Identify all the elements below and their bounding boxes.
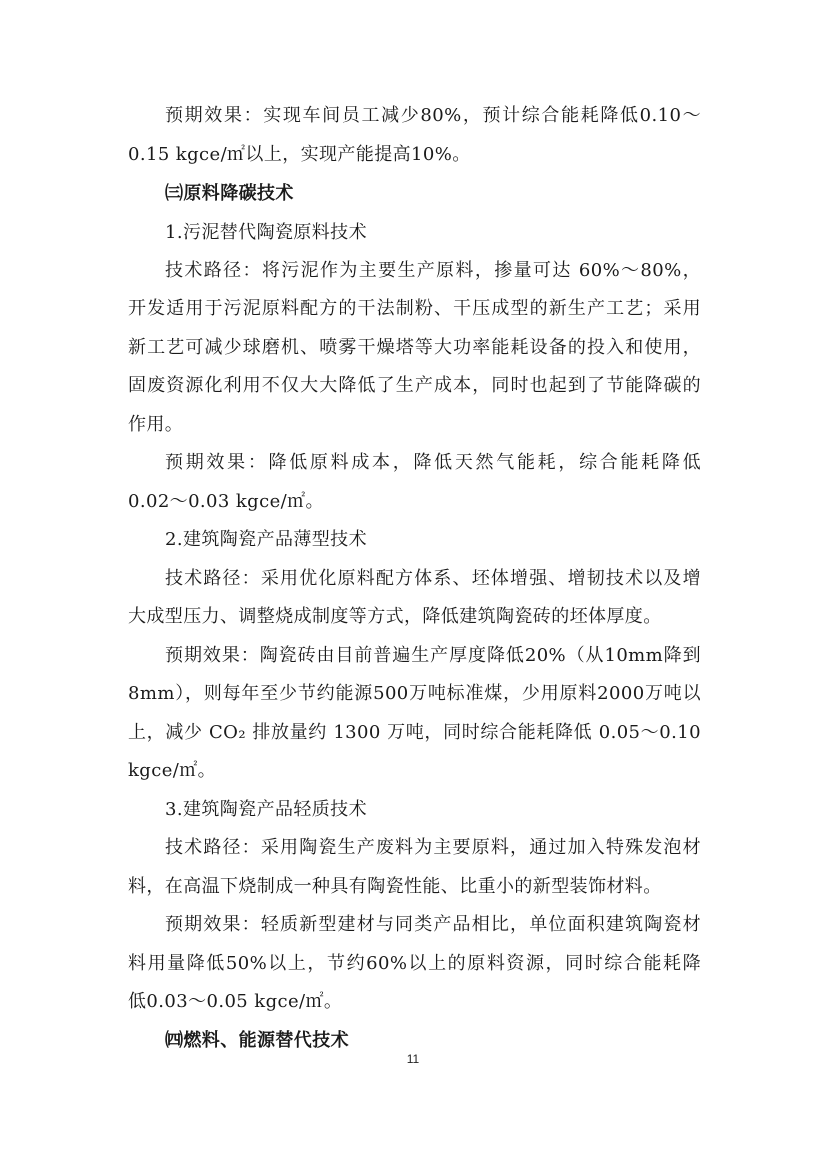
paragraph-line: 低0.03～0.05 kgce/㎡。 [128, 991, 343, 1012]
paragraph-line: 预期效果：实现车间员工减少80%，预计综合能耗降低0.10～ [165, 105, 701, 126]
paragraph-line: 大成型压力、调整烧成制度等方式，降低建筑陶瓷砖的坯体厚度。 [128, 606, 662, 627]
subsection-title-thin-tile: 2.建筑陶瓷产品薄型技术 [165, 529, 367, 550]
paragraph-line: 0.02～0.03 kgce/㎡。 [128, 491, 324, 512]
paragraph-line: 0.15 kgce/㎡以上，实现产能提高10%。 [128, 144, 471, 165]
paragraph-line: 料用量降低50%以上，节约60%以上的原料资源，同时综合能耗降 [128, 953, 701, 974]
paragraph-line: 预期效果：陶瓷砖由目前普遍生产厚度降低20%（从10mm降到 [165, 645, 701, 666]
paragraph-line: 技术路径：采用优化原料配方体系、坯体增强、增韧技术以及增 [165, 568, 701, 589]
page-number: 11 [406, 1052, 420, 1066]
paragraph-line: 固废资源化利用不仅大大降低了生产成本，同时也起到了节能降碳的 [128, 375, 701, 396]
paragraph-line: 上，减少 CO₂ 排放量约 1300 万吨，同时综合能耗降低 0.05～0.10 [128, 722, 701, 743]
section-heading-raw-material: ㈢原料降碳技术 [165, 183, 294, 204]
section-heading-fuel-energy: ㈣燃料、能源替代技术 [165, 1030, 349, 1051]
paragraph-line: 8mm），则每年至少节约能源500万吨标准煤，少用原料2000万吨以 [128, 683, 701, 704]
paragraph-line: 预期效果：轻质新型建材与同类产品相比，单位面积建筑陶瓷材 [165, 914, 701, 935]
paragraph-line: kgce/㎡。 [128, 760, 217, 781]
subsection-title-sludge: 1.污泥替代陶瓷原料技术 [165, 222, 367, 243]
paragraph-line: 技术路径：将污泥作为主要生产原料，掺量可达 60%～80%， [165, 260, 701, 281]
paragraph-line: 开发适用于污泥原料配方的干法制粉、干压成型的新生产工艺；采用 [128, 298, 701, 319]
paragraph-line: 新工艺可减少球磨机、喷雾干燥塔等大功率能耗设备的投入和使用， [128, 337, 701, 358]
subsection-title-lightweight: 3.建筑陶瓷产品轻质技术 [165, 799, 367, 820]
paragraph-line: 预期效果：降低原料成本，降低天然气能耗，综合能耗降低 [165, 452, 701, 473]
paragraph-line: 料，在高温下烧制成一种具有陶瓷性能、比重小的新型装饰材料。 [128, 876, 662, 897]
paragraph-line: 技术路径：采用陶瓷生产废料为主要原料，通过加入特殊发泡材 [165, 837, 701, 858]
paragraph-line: 作用。 [128, 414, 184, 435]
